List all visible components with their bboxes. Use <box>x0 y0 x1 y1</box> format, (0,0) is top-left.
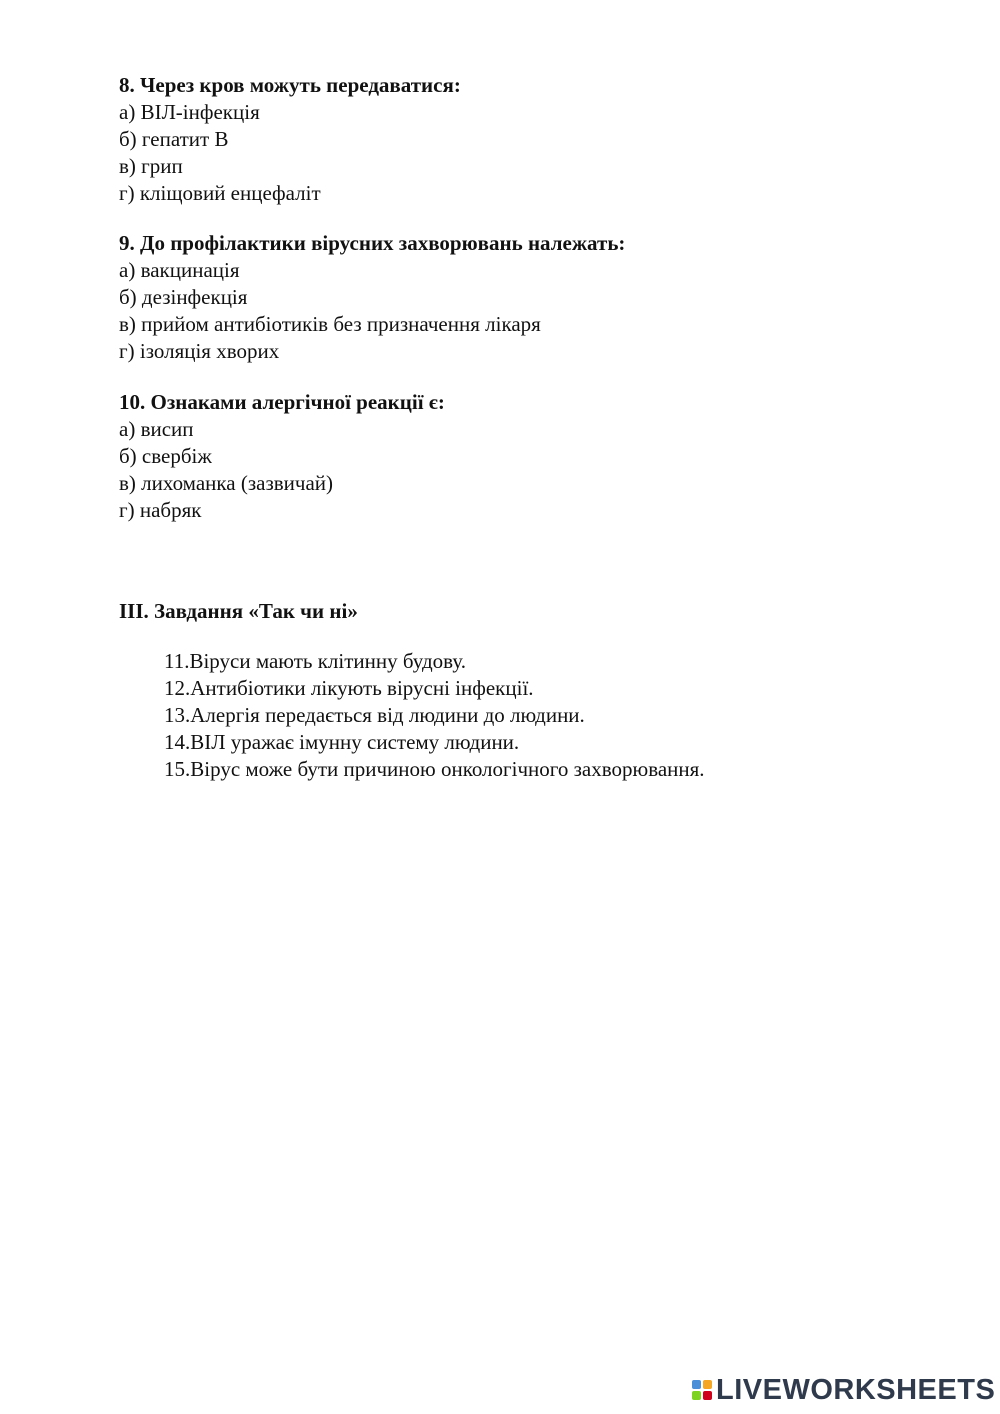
answer-option: б) дезінфекція <box>119 285 248 309</box>
logo-square <box>703 1391 712 1400</box>
answer-option: а) ВІЛ-інфекція <box>119 100 260 124</box>
answer-option: г) кліщовий енцефаліт <box>119 181 321 205</box>
true-false-item: 13.Алергія передається від людини до людини. <box>164 703 585 727</box>
answer-option: а) вакцинація <box>119 258 240 282</box>
question-8 <box>119 72 461 207</box>
section-title: ІІІ. Завдання «Так чи ні» <box>119 599 358 623</box>
answer-option: а) висип <box>119 417 194 441</box>
true-false-item: 12.Антибіотики лікують вірусні інфекції. <box>164 676 534 700</box>
question-10 <box>119 389 445 524</box>
question-title: 9. До профілактики вірусних захворювань належать: <box>119 231 626 255</box>
answer-option: в) лихоманка (зазвичай) <box>119 471 334 495</box>
question-title: 10. Ознаками алергічної реакції є: <box>119 390 445 414</box>
answer-option: б) гепатит В <box>119 127 229 151</box>
question-title: 8. Через кров можуть передаватися: <box>119 73 461 97</box>
answer-option: в) грип <box>119 154 183 178</box>
logo-square <box>703 1380 712 1389</box>
question-9 <box>119 230 625 365</box>
answer-option: б) свербіж <box>119 444 212 468</box>
liveworksheets-logo[interactable] <box>692 1375 995 1405</box>
true-false-item: 14.ВІЛ уражає імунну систему людини. <box>164 730 520 754</box>
logo-square <box>692 1380 701 1389</box>
true-false-list <box>164 648 705 783</box>
true-false-item: 11.Віруси мають клітинну будову. <box>164 649 466 673</box>
liveworksheets-logo-icon <box>692 1380 712 1400</box>
answer-option: в) прийом антибіотиків без призначення лікаря <box>119 312 541 336</box>
answer-option: г) ізоляція хворих <box>119 339 280 363</box>
logo-square <box>692 1391 701 1400</box>
logo-text: LIVEWORKSHEETS <box>716 1373 996 1406</box>
true-false-item: 15.Вірус може бути причиною онкологічного захворювання. <box>164 757 705 781</box>
answer-option: г) набряк <box>119 498 202 522</box>
